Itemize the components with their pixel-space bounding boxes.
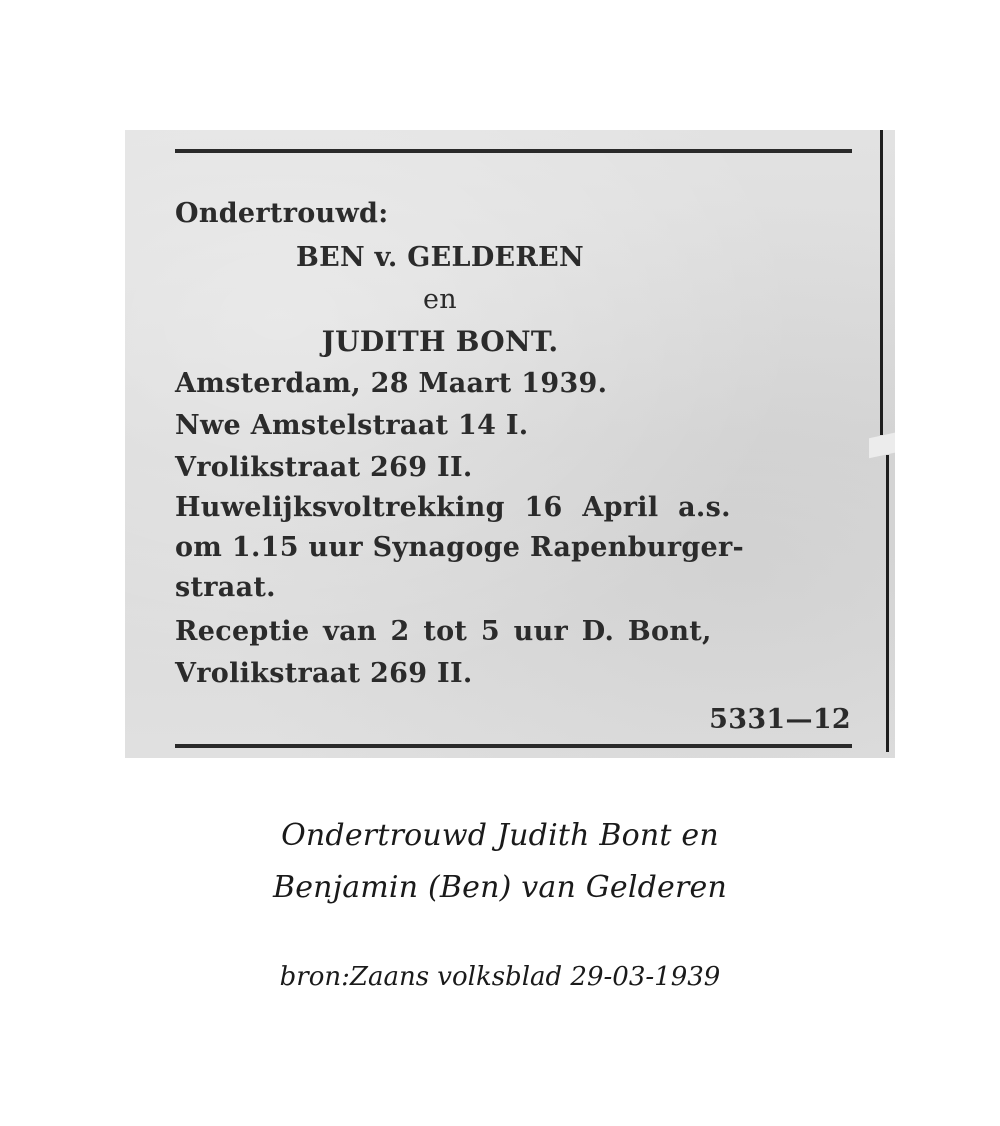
reception-line-2: Vrolikstraat 269 II.: [175, 658, 473, 689]
bride-name: JUDITH BONT.: [321, 325, 559, 358]
caption-line-2: Benjamin (Ben) van Gelderen: [272, 870, 728, 905]
conjunction: en: [423, 284, 457, 315]
reception-line-1: Receptie van 2 tot 5 uur D. Bont,: [175, 616, 712, 647]
ceremony-line-1: Huwelijksvoltrekking 16 April a.s.: [175, 492, 731, 523]
ad-number: 5331—12: [709, 704, 851, 735]
column-rule-upper: [880, 130, 883, 435]
ceremony-line-2: om 1.15 uur Synagoge Rapenburger-: [175, 532, 745, 563]
source-credit: bron:Zaans volksblad 29-03-1939: [279, 962, 721, 992]
address-bride: Vrolikstraat 269 II.: [175, 452, 473, 483]
newspaper-clipping: [125, 130, 895, 758]
column-rule-lower: [886, 455, 889, 752]
top-rule: [175, 149, 852, 153]
torn-edge: [869, 432, 895, 458]
place-date: Amsterdam, 28 Maart 1939.: [175, 368, 608, 399]
caption-line-1: Ondertrouwd Judith Bont en: [281, 818, 719, 853]
bottom-rule: [175, 744, 852, 748]
address-groom: Nwe Amstelstraat 14 I.: [175, 410, 529, 441]
announcement-heading: Ondertrouwd:: [175, 198, 389, 229]
groom-name: BEN v. GELDEREN: [295, 242, 585, 273]
ceremony-line-3: straat.: [175, 572, 276, 603]
